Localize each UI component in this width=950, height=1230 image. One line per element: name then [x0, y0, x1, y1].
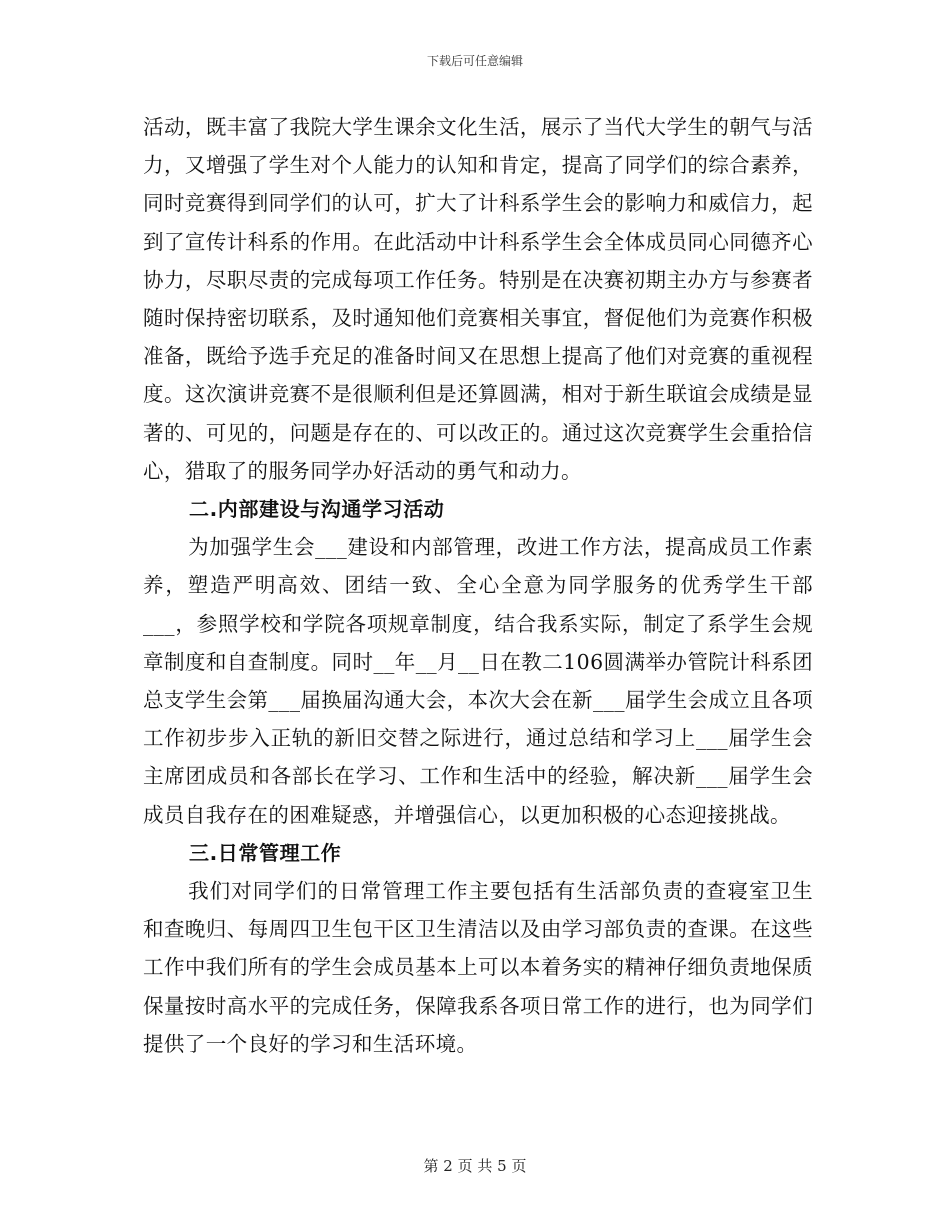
paragraph-internal-building: 为加强学生会___建设和内部管理，改进工作方法，提高成员工作素养，塑造严明高效、团结一致、全心全意为同学服务的优秀学生干部___，参照学校和学院各项规章制度，结合我系实际，制定了系学生会规章制度和自查制度。同时__年__月__日在教二106圆满举办管院计科系团总支学生会第___届换届沟通大会，本次大会在新___届学生会成立且各项工作初步步入正轨的新旧交替之际进行，通过总结和学习上___届学生会主席团成员和各部长在学习、工作和生活中的经验，解决新___届学生会成员自我存在的困难疑惑，并增强信心，以更加积极的心态迎接挑战。 [143, 535, 813, 827]
paragraph-activity-summary: 活动，既丰富了我院大学生课余文化生活，展示了当代大学生的朝气与活力，又增强了学生对个人能力的认知和肯定，提高了同学们的综合素养，同时竞赛得到同学们的认可，扩大了计科系学生会的影响力和威信力，起到了宣传计科系的作用。在此活动中计科系学生会全体成员同心同德齐心协力，尽职尽责的完成每项工作任务。特别是在决赛初期主办方与参赛者随时保持密切联系，及时通知他们竞赛相关事宜，督促他们为竞赛作积极准备，既给予选手充足的准备时间又在思想上提高了他们对竞赛的重视程度。这次演讲竞赛不是很顺利但是还算圆满，相对于新生联谊会成绩是显著的、可见的，问题是存在的、可以改正的。通过这次竞赛学生会重拾信心，猎取了的服务同学办好活动的勇气和动力。 [143, 115, 813, 483]
paragraph-daily-management: 我们对同学们的日常管理工作主要包括有生活部负责的查寝室卫生和查晚归、每周四卫生包干区卫生清洁以及由学习部负责的查课。在这些工作中我们所有的学生会成员基本上可以本着务实的精神仔细负责地保质保量按时高水平的完成任务，保障我系各项日常工作的进行，也为同学们提供了一个良好的学习和生活环境。 [143, 879, 813, 1056]
page-footer: 第 2 页 共 5 页 [423, 1157, 527, 1175]
section-heading-internal-building: 二.内部建设与沟通学习活动 [189, 497, 445, 522]
document-body [143, 108, 813, 1063]
page-header: 下载后可任意编辑 [426, 54, 523, 68]
section-heading-daily-management: 三.日常管理工作 [189, 840, 342, 865]
